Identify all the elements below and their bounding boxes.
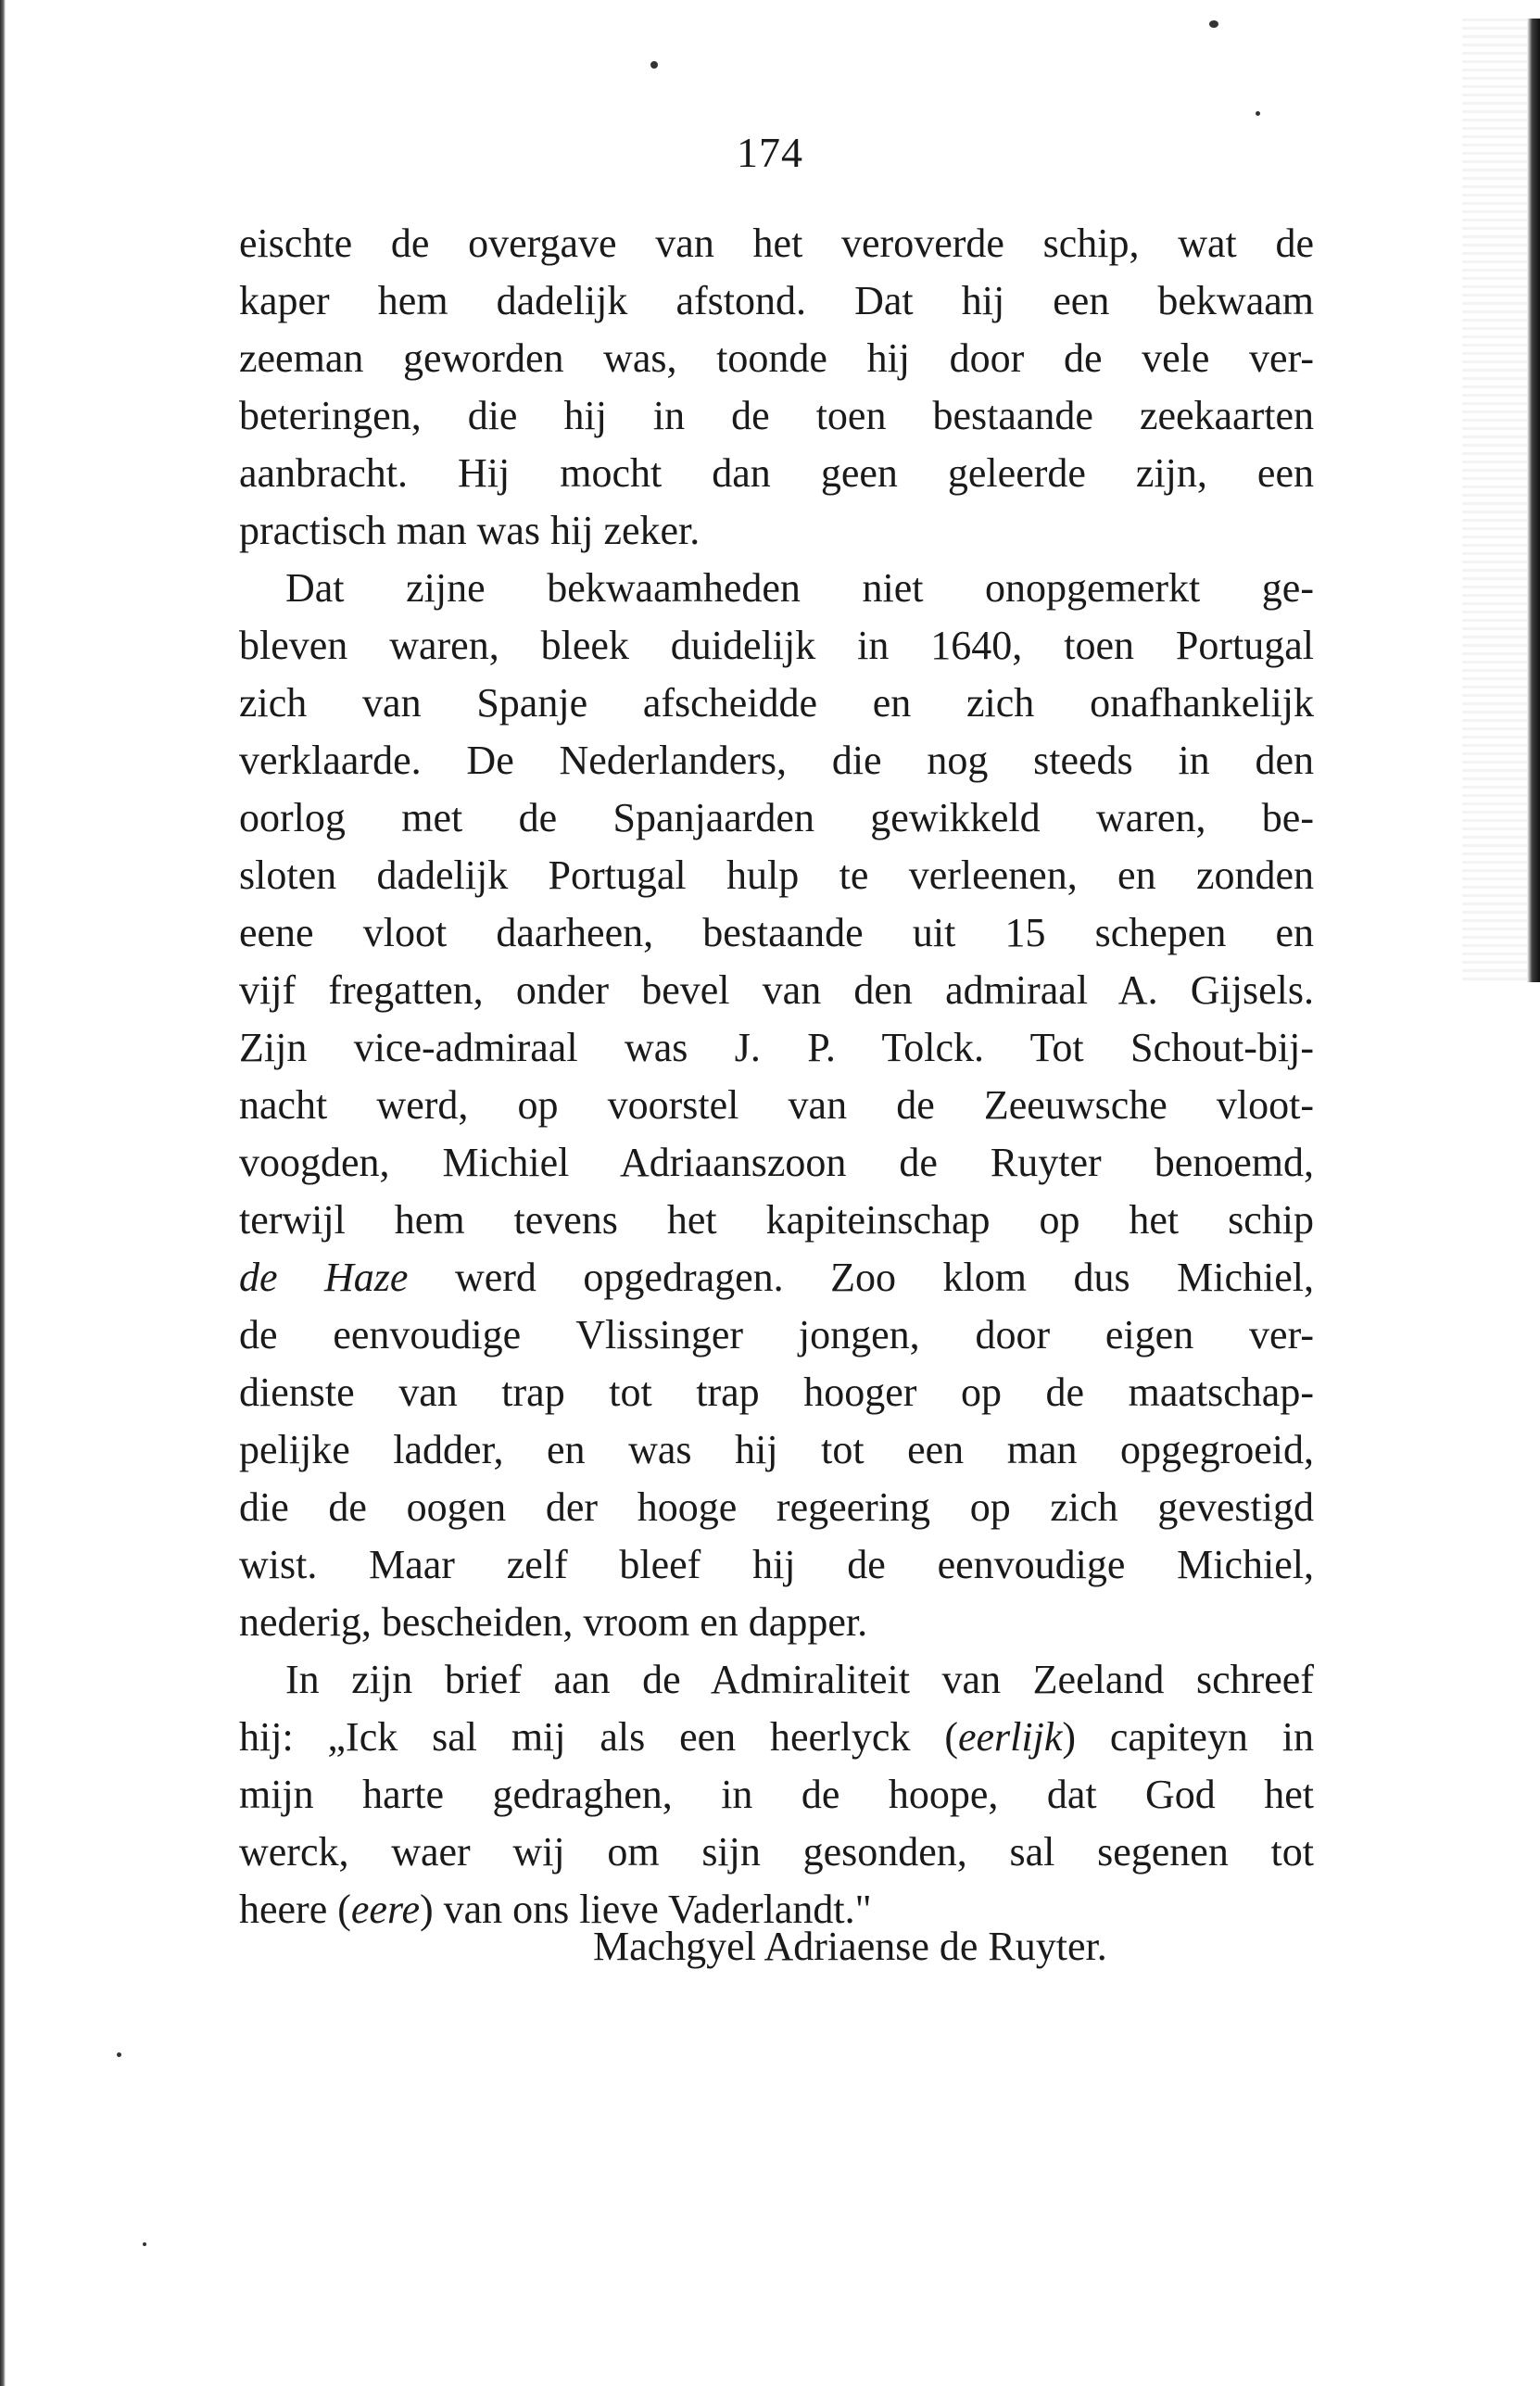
text-line: die de oogen der hooge regeering op zich gevestigd [239, 1484, 1314, 1530]
gloss-italic: eerlijk [957, 1714, 1063, 1760]
text-line: kaper hem dadelijk afstond. Dat hij een bekwaam [239, 278, 1314, 323]
text-line: voogden, Michiel Adriaanszoon de Ruyter benoemd, [239, 1140, 1314, 1185]
paragraph-start-line: In zijn brief aan de Admiraliteit van Zeeland schreef [285, 1657, 1314, 1702]
text-fragment: ) van ons lieve Vaderlandt." [419, 1887, 872, 1932]
signature-line: Machgyel Adriaense de Ruyter. [593, 1924, 1107, 1969]
text-line: eischte de overgave van het veroverde schip, wat de [239, 221, 1314, 266]
text-line: verklaarde. De Nederlanders, die nog steeds in den [239, 738, 1314, 783]
scan-speck [1256, 111, 1260, 116]
text-fragment: werd opgedragen. Zoo klom dus Michiel, [408, 1255, 1314, 1300]
text-line: Zijn vice-admiraal was J. P. Tolck. Tot Schout-bij- [239, 1025, 1314, 1070]
scan-speck [117, 2052, 121, 2057]
ship-name-italic: de Haze [239, 1255, 409, 1300]
scan-speck [1209, 20, 1218, 28]
text-line: zeeman geworden was, toonde hij door de vele ver- [239, 335, 1314, 381]
text-line: sloten dadelijk Portugal hulp te verleenen, en zonden [239, 852, 1314, 898]
text-line: bleven waren, bleek duidelijk in 1640, toen Portugal [239, 623, 1314, 668]
body-text [239, 215, 1314, 1938]
gloss-italic: eere [350, 1887, 420, 1932]
text-line: eene vloot daarheen, bestaande uit 15 schepen en [239, 910, 1314, 955]
text-line: aanbracht. Hij mocht dan geen geleerde zijn, een [239, 450, 1314, 496]
text-fragment: heere ( [239, 1887, 351, 1932]
scan-edge-left [0, 0, 6, 2386]
text-line: oorlog met de Spanjaarden gewikkeld waren, be- [239, 795, 1314, 840]
scan-speck [143, 2242, 146, 2246]
text-line: wist. Maar zelf bleef hij de eenvoudige Michiel, [239, 1542, 1314, 1587]
text-line: beteringen, die hij in de toen bestaande zeekaarten [239, 393, 1314, 438]
text-fragment: hij: „Ick sal mij als een heerlyck ( [239, 1714, 958, 1760]
text-line-ship-name [239, 1249, 1314, 1307]
quote-line [239, 1709, 1314, 1766]
text-line: terwijl hem tevens het kapiteinschap op het schip [239, 1197, 1314, 1243]
text-line: practisch man was hij zeker. [239, 508, 701, 553]
text-fragment: ) capiteyn in [1062, 1714, 1314, 1760]
quote-line: werck, waer wij om sijn gesonden, sal segenen tot [239, 1829, 1314, 1875]
text-line: pelijke ladder, en was hij tot een man opgegroeid, [239, 1427, 1314, 1472]
text-line: de eenvoudige Vlissinger jongen, door eigen ver- [239, 1312, 1314, 1357]
text-line: zich van Spanje afscheidde en zich onafhankelijk [239, 680, 1314, 726]
quote-line: mijn harte gedraghen, in de hoope, dat God het [239, 1772, 1314, 1817]
text-line: dienste van trap tot trap hooger op de maatschap- [239, 1370, 1314, 1415]
page-number: 174 [737, 129, 803, 176]
text-line: vijf fregatten, onder bevel van den admiraal A. Gijsels. [239, 967, 1314, 1013]
text-line: nederig, bescheiden, vroom en dapper. [239, 1599, 868, 1645]
paragraph-start-line: Dat zijne bekwaamheden niet onopgemerkt ge- [285, 565, 1314, 611]
text-line: nacht werd, op voorstel van de Zeeuwsche vloot- [239, 1082, 1314, 1128]
scan-speck [650, 61, 658, 69]
